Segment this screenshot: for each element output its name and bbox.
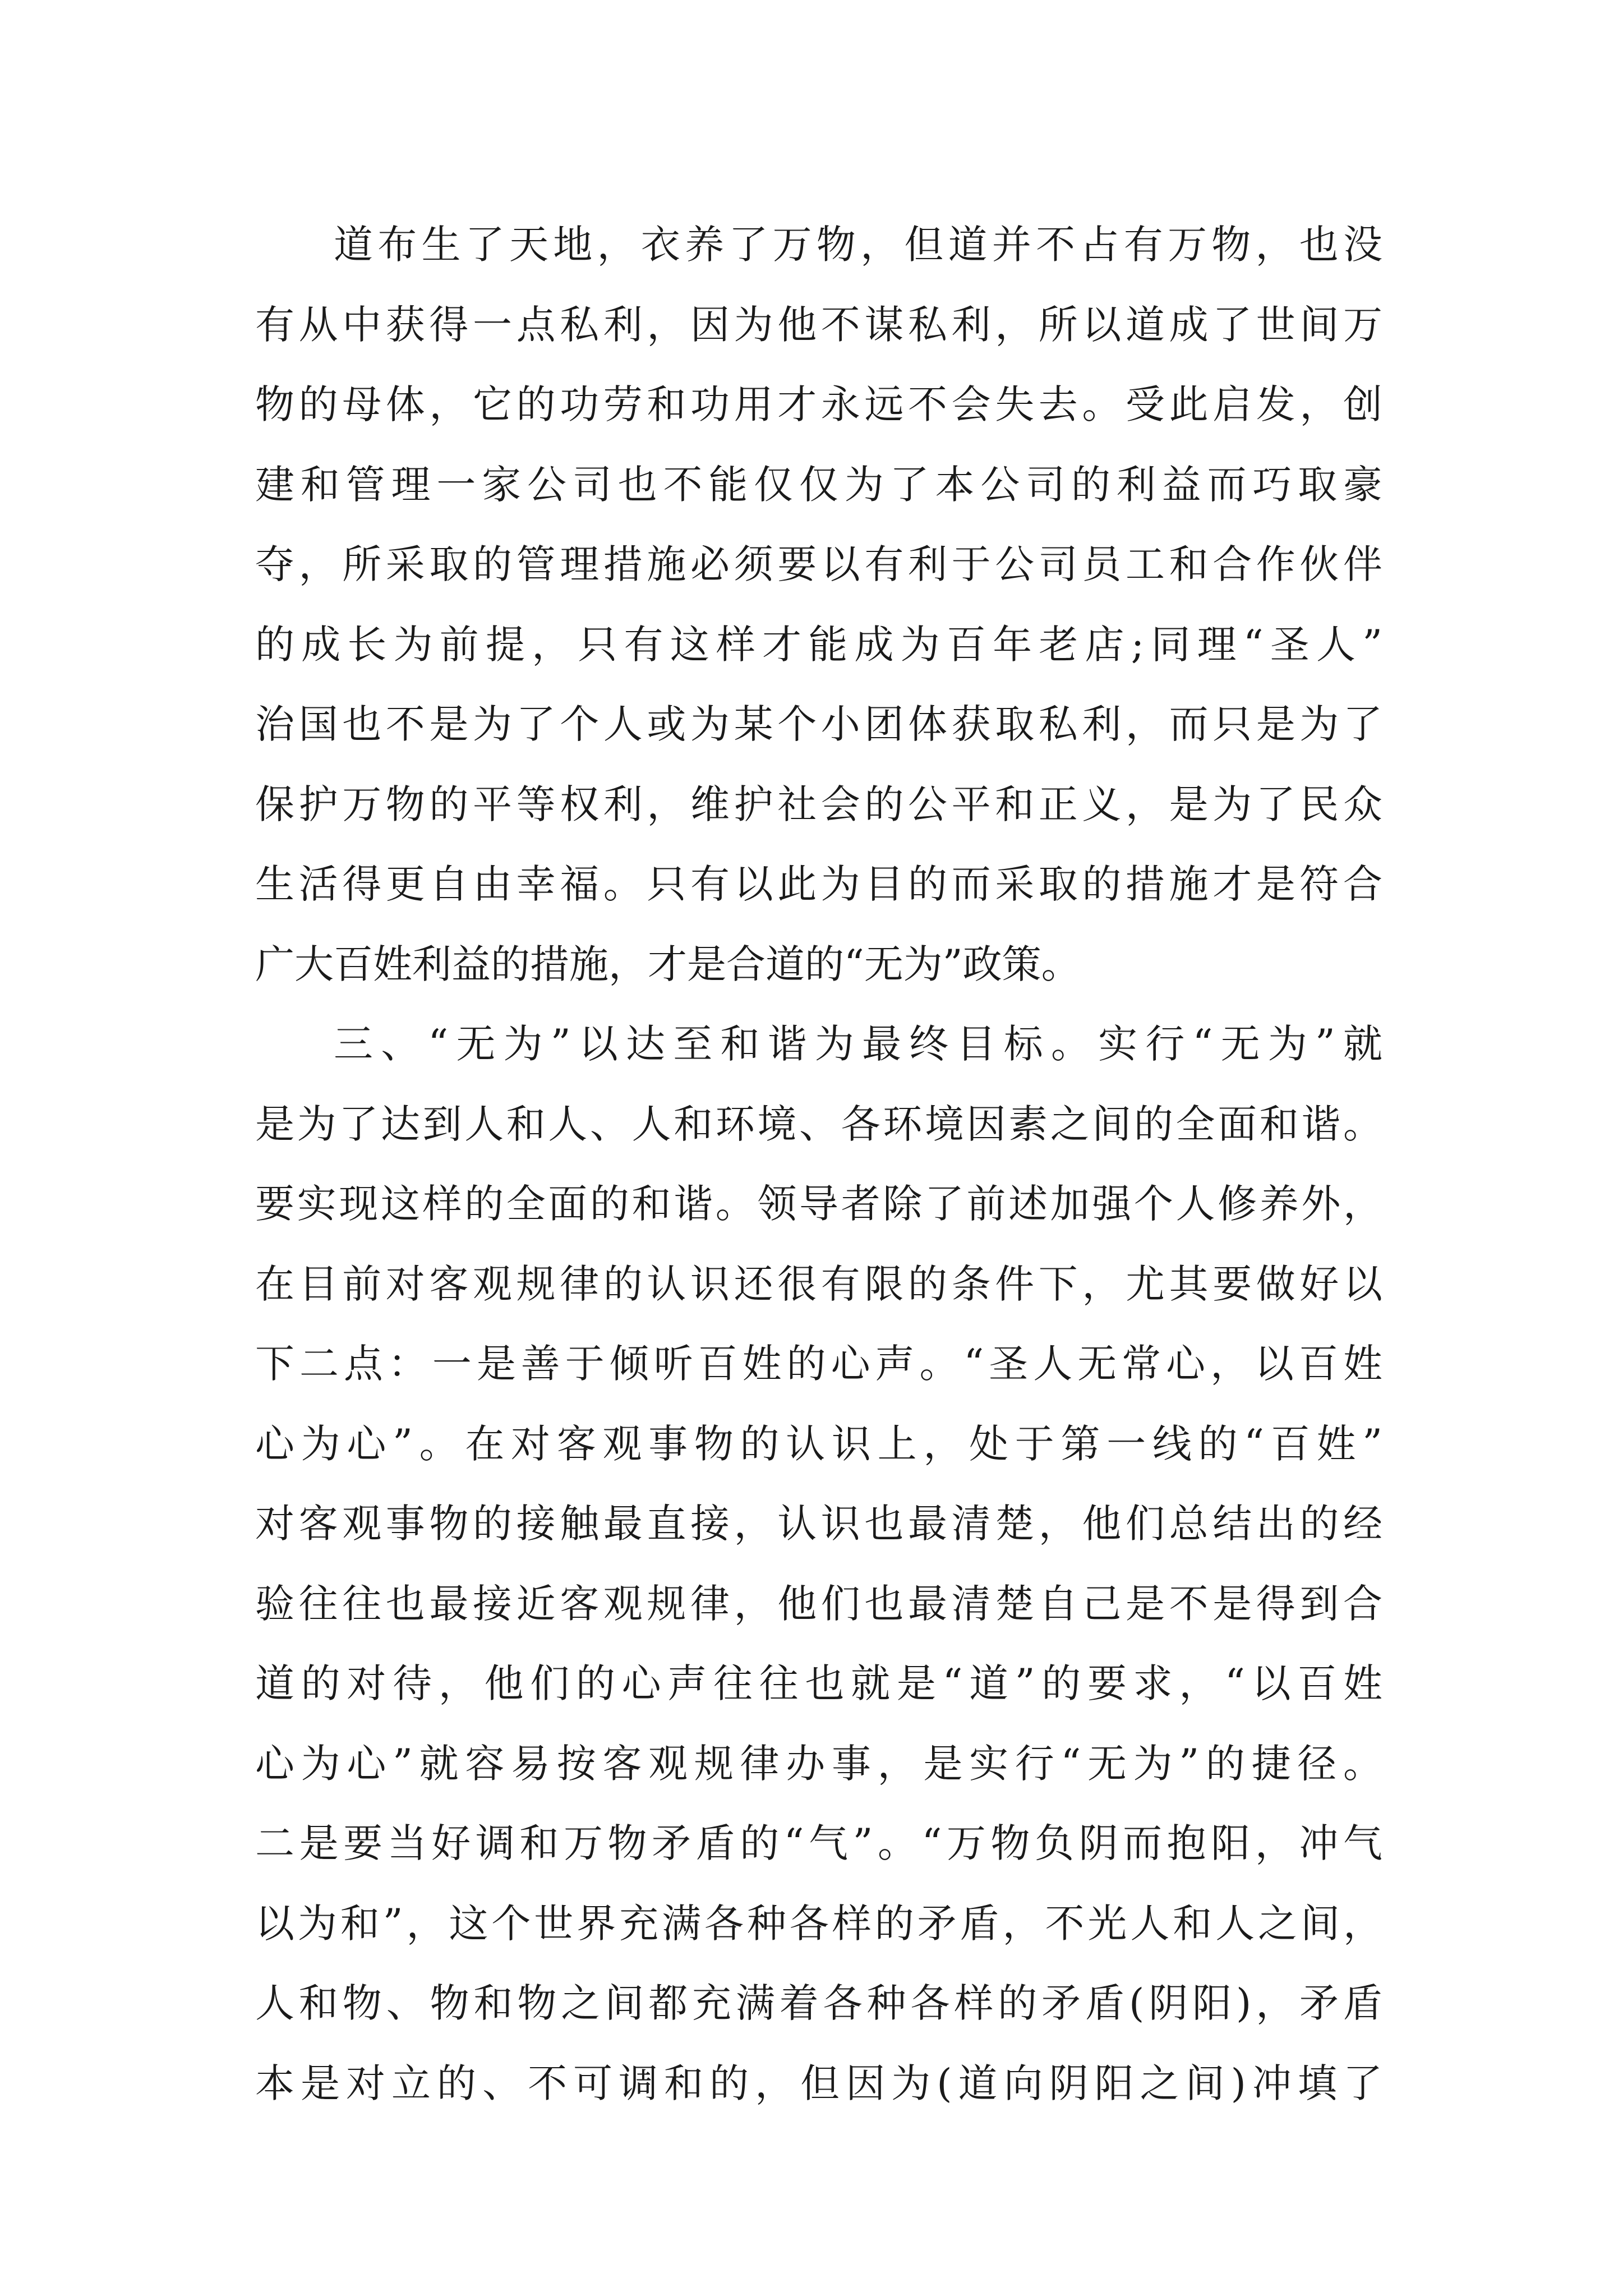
text-line: 广大百姓利益的措施，才是合道的“无为”政策。 — [255, 941, 1081, 987]
text-line: 心为心”就容易按客观规律办事，是实行“无为”的捷径。 — [255, 1740, 1382, 1787]
text-line: 建和管理一家公司也不能仅仅为了本公司的利益而巧取豪 — [255, 461, 1382, 508]
text-line: 生活得更自由幸福。只有以此为目的而采取的措施才是符合 — [255, 861, 1382, 907]
text-line: 的成长为前提，只有这样才能成为百年老店;同理“圣人” — [255, 621, 1382, 668]
text-line: 下二点：一是善于倾听百姓的心声。“圣人无常心，以百姓 — [255, 1341, 1382, 1387]
text-line: 心为心”。在对客观事物的认识上，处于第一线的“百姓” — [255, 1420, 1382, 1467]
text-line: 道布生了天地，衣养了万物，但道并不占有万物，也没 — [334, 222, 1382, 268]
text-line: 治国也不是为了个人或为某个小团体获取私利，而只是为了 — [255, 701, 1382, 747]
text-line: 本是对立的、不可调和的，但因为(道向阴阳之间)冲填了 — [255, 2060, 1382, 2106]
text-line: 人和物、物和物之间都充满着各种各样的矛盾(阴阳)，矛盾 — [255, 1980, 1382, 2026]
text-line: 是为了达到人和人、人和环境、各环境因素之间的全面和谐。 — [255, 1101, 1382, 1147]
text-line: 对客观事物的接触最直接，认识也最清楚，他们总结出的经 — [255, 1501, 1382, 1547]
text-line: 三、“无为”以达至和谐为最终目标。实行“无为”就 — [334, 1021, 1382, 1067]
body-text — [255, 205, 1382, 2123]
text-line: 有从中获得一点私利，因为他不谋私利，所以道成了世间万 — [255, 301, 1382, 348]
text-line: 二是要当好调和万物矛盾的“气”。“万物负阴而抱阳，冲气 — [255, 1820, 1382, 1866]
text-line: 验往往也最接近客观规律，他们也最清楚自己是不是得到合 — [255, 1580, 1382, 1627]
text-line: 保护万物的平等权利，维护社会的公平和正义，是为了民众 — [255, 781, 1382, 827]
text-line: 以为和”，这个世界充满各种各样的矛盾，不光人和人之间， — [255, 1900, 1382, 1947]
text-line: 道的对待，他们的心声往往也就是“道”的要求，“以百姓 — [255, 1660, 1382, 1706]
text-line: 夺，所采取的管理措施必须要以有利于公司员工和合作伙伴 — [255, 541, 1382, 587]
text-line: 要实现这样的全面的和谐。领导者除了前述加强个人修养外， — [255, 1181, 1382, 1227]
text-line: 在目前对客观规律的认识还很有限的条件下，尤其要做好以 — [255, 1260, 1382, 1307]
text-line: 物的母体，它的功劳和功用才永远不会失去。受此启发，创 — [255, 381, 1382, 427]
